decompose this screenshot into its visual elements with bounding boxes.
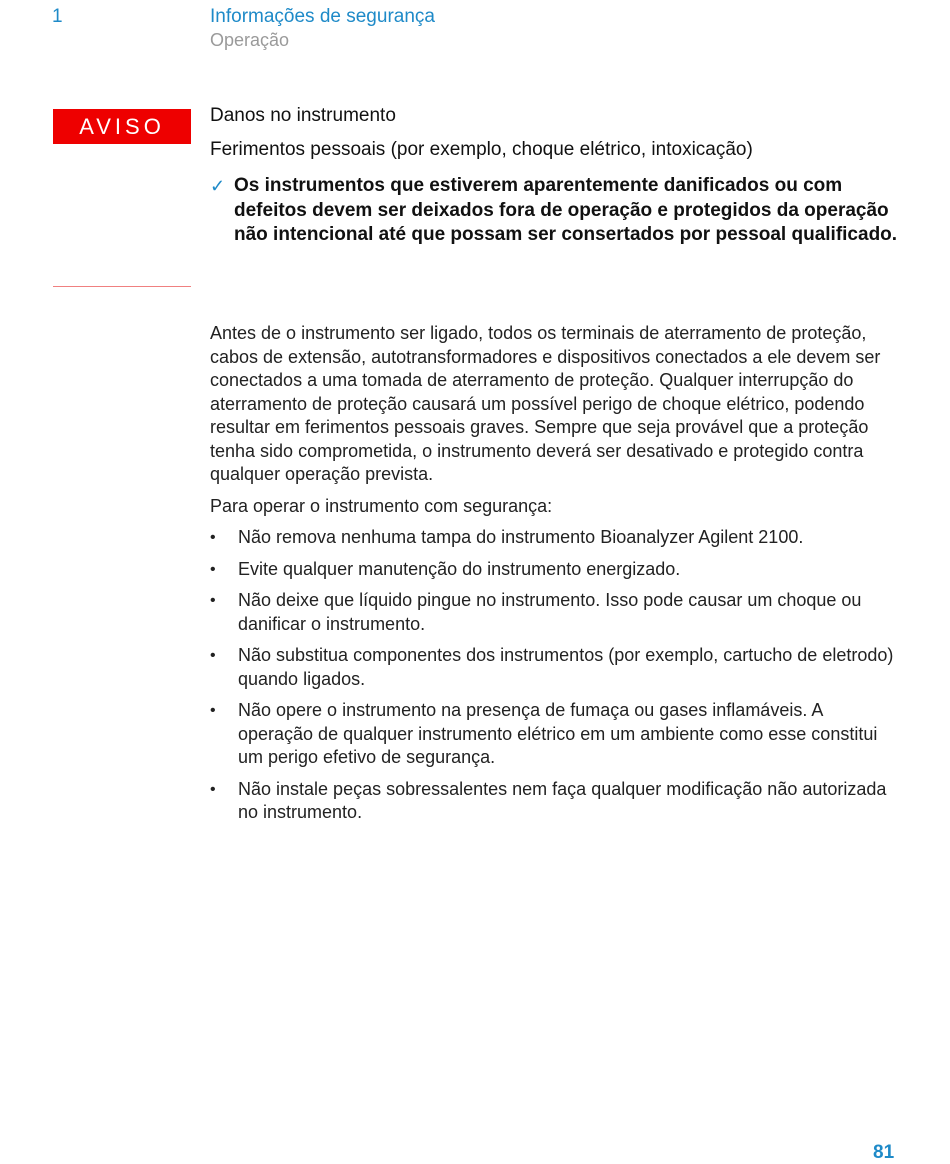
check-icon: ✓ [210, 176, 226, 196]
list-item [210, 558, 900, 582]
warning-divider [53, 286, 191, 287]
list-item [210, 589, 900, 636]
list-item-text: Não instale peças sobressalentes nem faça qualquer modificação não autorizada no instrumento. [238, 778, 887, 822]
chapter-number: 1 [52, 6, 63, 27]
bullet-icon: • [210, 647, 216, 664]
list-item-text: Não deixe que líquido pingue no instrumento. Isso pode causar um choque ou danificar o instrumento. [238, 590, 862, 634]
bullet-icon: • [210, 780, 216, 798]
bullet-icon: • [210, 560, 216, 578]
warning-subheading: Ferimentos pessoais (por exemplo, choque elétrico, intoxicação) [210, 139, 753, 160]
warning-action-row [210, 174, 900, 248]
list-item-text: Não opere o instrumento na presença de fumaça ou gases inflamáveis. A operação de qualquer instrumento elétrico em um ambiente como esse constitui um perigo efetivo de segurança. [238, 700, 878, 767]
list-item [210, 644, 900, 691]
list-item-text: Não remova nenhuma tampa do instrumento Bioanalyzer Agilent 2100. [238, 527, 804, 547]
section-subtitle: Operação [210, 30, 290, 50]
safety-list [210, 526, 900, 825]
body-paragraph: Antes de o instrumento ser ligado, todos os terminais de aterramento de proteção, cabos de extensão, autotransformadores e dispositivos conectados a ele devem ser conectados a uma tomada de aterramento de proteção. Qualquer interrupção do aterramento de proteção causará um possível perigo de choque elétrico, podendo resultar em ferimentos pessoais graves. Sempre que seja provável que a proteção tenha sido comprometida, o instrumento deverá ser desativado e protegido contra qualquer operação prevista. [210, 323, 881, 484]
warning-badge: AVISO [53, 109, 191, 144]
list-item [210, 778, 900, 825]
bullet-icon: • [210, 529, 216, 546]
list-item-text: Evite qualquer manutenção do instrumento energizado. [238, 558, 681, 579]
bullet-icon: • [210, 702, 216, 719]
page-number: 81 [873, 1142, 895, 1163]
warning-action-text: Os instrumentos que estiverem aparentemente danificados ou com defeitos devem ser deixados fora de operação e protegidos da operação não intencional até que possam ser consertados por pessoal qualificado. [234, 175, 898, 245]
list-intro: Para operar o instrumento com segurança: [210, 495, 553, 516]
warning-block [210, 104, 900, 248]
warning-heading: Danos no instrumento [210, 105, 396, 126]
list-item-text: Não substitua componentes dos instrumentos (por exemplo, cartucho de eletrodo) quando ligados. [238, 645, 894, 689]
body-block [210, 322, 900, 833]
bullet-icon: • [210, 592, 216, 609]
chapter-title: Informações de segurança [210, 6, 435, 27]
list-item [210, 526, 900, 550]
list-item [210, 699, 900, 770]
